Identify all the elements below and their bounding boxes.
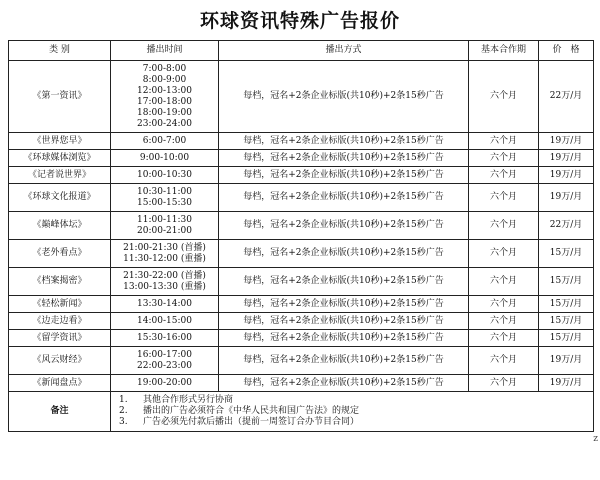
cell-method: 每档，冠名+2条企业标版(共10秒)+2条15秒广告 xyxy=(219,313,469,330)
edge-mark: z xyxy=(593,434,598,444)
cell-price: 19万/月 xyxy=(539,150,594,167)
cell-period: 六个月 xyxy=(469,347,539,375)
time-slot: 10:00-10:30 xyxy=(137,169,192,180)
cell-method: 每档，冠名+2条企业标版(共10秒)+2条15秒广告 xyxy=(219,61,469,133)
table-row xyxy=(9,184,594,212)
table-row xyxy=(9,268,594,296)
cell-category: 《第一资讯》 xyxy=(9,61,111,133)
time-slot: 14:00-15:00 xyxy=(137,315,192,326)
cell-method: 每档，冠名+2条企业标版(共10秒)+2条15秒广告 xyxy=(219,296,469,313)
time-slot: 6:00-7:00 xyxy=(142,135,187,146)
cell-period: 六个月 xyxy=(469,167,539,184)
page-title: 环球资讯特殊广告报价 xyxy=(199,10,400,32)
cell-category: 《老外看点》 xyxy=(9,240,111,268)
cell-price: 15万/月 xyxy=(539,296,594,313)
cell-method: 每档，冠名+2条企业标版(共10秒)+2条15秒广告 xyxy=(219,167,469,184)
time-slot: 21:00-21:30 (首播) xyxy=(123,242,206,253)
cell-method: 每档，冠名+2条企业标版(共10秒)+2条15秒广告 xyxy=(219,375,469,392)
cell-category: 《环球文化报道》 xyxy=(9,184,111,212)
cell-price: 19万/月 xyxy=(539,184,594,212)
cell-period: 六个月 xyxy=(469,133,539,150)
notes-row xyxy=(9,392,594,432)
cell-method: 每档，冠名+2条企业标版(共10秒)+2条15秒广告 xyxy=(219,240,469,268)
cell-time xyxy=(111,240,219,268)
time-slot: 12:00-13:00 xyxy=(137,85,192,96)
cell-time xyxy=(111,150,219,167)
cell-method: 每档，冠名+2条企业标版(共10秒)+2条15秒广告 xyxy=(219,330,469,347)
note-item: 1. 其他合作形式另行协商 xyxy=(119,395,234,405)
cell-method: 每档，冠名+2条企业标版(共10秒)+2条15秒广告 xyxy=(219,133,469,150)
cell-period: 六个月 xyxy=(469,212,539,240)
table-row xyxy=(9,330,594,347)
time-slot: 21:30-22:00 (首播) xyxy=(123,270,206,281)
time-slot: 17:00-18:00 xyxy=(137,96,192,107)
notes-body xyxy=(111,392,594,432)
cell-time xyxy=(111,184,219,212)
time-slot: 11:30-12:00 (重播) xyxy=(123,253,206,264)
time-slot: 7:00-8:00 xyxy=(142,63,187,74)
note-item: 2. 播出的广告必须符合《中华人民共和国广告法》的规定 xyxy=(119,406,360,416)
time-slot: 18:00-19:00 xyxy=(137,107,192,118)
cell-time xyxy=(111,61,219,133)
cell-time xyxy=(111,268,219,296)
table-row xyxy=(9,347,594,375)
cell-category: 《世界您早》 xyxy=(9,133,111,150)
table-row xyxy=(9,167,594,184)
cell-price: 19万/月 xyxy=(539,375,594,392)
table-row xyxy=(9,375,594,392)
cell-method: 每档，冠名+2条企业标版(共10秒)+2条15秒广告 xyxy=(219,184,469,212)
cell-period: 六个月 xyxy=(469,330,539,347)
time-slot: 9:00-10:00 xyxy=(139,152,190,163)
note-item: 3. 广告必须先付款后播出（提前一周签订合办节目合同） xyxy=(119,417,360,427)
cell-price: 19万/月 xyxy=(539,133,594,150)
cell-time xyxy=(111,212,219,240)
time-slot: 10:30-11:00 xyxy=(137,186,192,197)
time-slot: 20:00-21:00 xyxy=(137,225,192,236)
cell-category: 《轻松新闻》 xyxy=(9,296,111,313)
cell-period: 六个月 xyxy=(469,375,539,392)
time-slot: 15:00-15:30 xyxy=(137,197,192,208)
cell-price: 15万/月 xyxy=(539,330,594,347)
cell-price: 15万/月 xyxy=(539,313,594,330)
cell-method: 每档，冠名+2条企业标版(共10秒)+2条15秒广告 xyxy=(219,268,469,296)
cell-price: 22万/月 xyxy=(539,212,594,240)
header-price: 价 格 xyxy=(539,41,594,61)
table-row xyxy=(9,133,594,150)
time-slot: 19:00-20:00 xyxy=(137,377,192,388)
rate-table xyxy=(8,40,594,432)
cell-price: 19万/月 xyxy=(539,347,594,375)
cell-category: 《巅峰体坛》 xyxy=(9,212,111,240)
time-slot: 13:00-13:30 (重播) xyxy=(123,281,206,292)
cell-period: 六个月 xyxy=(469,313,539,330)
cell-price: 15万/月 xyxy=(539,268,594,296)
cell-price: 15万/月 xyxy=(539,240,594,268)
header-method: 播出方式 xyxy=(219,41,469,61)
cell-period: 六个月 xyxy=(469,268,539,296)
header-time: 播出时间 xyxy=(111,41,219,61)
header-category: 类 别 xyxy=(9,41,111,61)
cell-method: 每档，冠名+2条企业标版(共10秒)+2条15秒广告 xyxy=(219,150,469,167)
cell-period: 六个月 xyxy=(469,184,539,212)
time-slot: 8:00-9:00 xyxy=(142,74,187,85)
cell-category: 《档案揭密》 xyxy=(9,268,111,296)
time-slot: 15:30-16:00 xyxy=(137,332,192,343)
time-slot: 16:00-17:00 xyxy=(137,349,192,360)
header-row xyxy=(9,41,594,61)
cell-price: 22万/月 xyxy=(539,61,594,133)
cell-time xyxy=(111,347,219,375)
cell-price: 19万/月 xyxy=(539,167,594,184)
cell-time xyxy=(111,167,219,184)
notes-label: 备注 xyxy=(9,392,111,432)
cell-period: 六个月 xyxy=(469,240,539,268)
cell-period: 六个月 xyxy=(469,150,539,167)
cell-time xyxy=(111,133,219,150)
cell-category: 《边走边看》 xyxy=(9,313,111,330)
time-slot: 23:00-24:00 xyxy=(137,118,192,129)
table-row xyxy=(9,296,594,313)
table-row xyxy=(9,61,594,133)
table-row xyxy=(9,212,594,240)
time-slot: 13:30-14:00 xyxy=(137,298,192,309)
cell-time xyxy=(111,330,219,347)
cell-time xyxy=(111,375,219,392)
cell-category: 《环球媒体浏览》 xyxy=(9,150,111,167)
time-slot: 11:00-11:30 xyxy=(137,214,192,225)
cell-time xyxy=(111,296,219,313)
cell-period: 六个月 xyxy=(469,61,539,133)
time-slot: 22:00-23:00 xyxy=(137,360,192,371)
cell-category: 《留学资讯》 xyxy=(9,330,111,347)
cell-category: 《记者说世界》 xyxy=(9,167,111,184)
cell-time xyxy=(111,313,219,330)
table-row xyxy=(9,240,594,268)
table-row xyxy=(9,313,594,330)
cell-category: 《风云财经》 xyxy=(9,347,111,375)
header-period: 基本合作期 xyxy=(469,41,539,61)
table-row xyxy=(9,150,594,167)
cell-period: 六个月 xyxy=(469,296,539,313)
cell-category: 《新闻盘点》 xyxy=(9,375,111,392)
cell-method: 每档，冠名+2条企业标版(共10秒)+2条15秒广告 xyxy=(219,347,469,375)
cell-method: 每档，冠名+2条企业标版(共10秒)+2条15秒广告 xyxy=(219,212,469,240)
